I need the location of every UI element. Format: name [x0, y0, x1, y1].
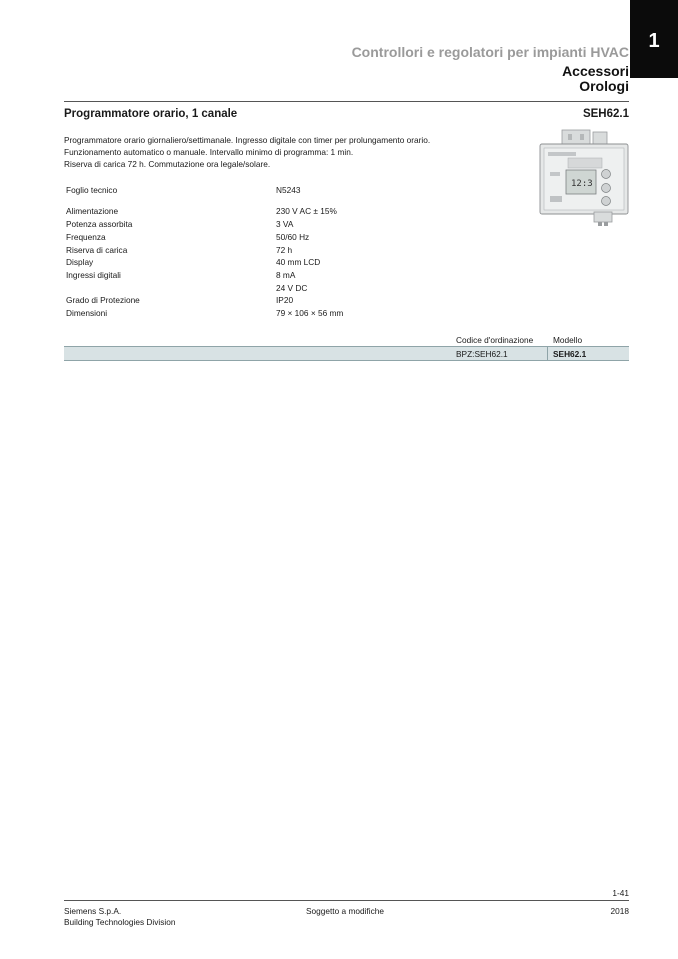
- page-number: 1-41: [612, 888, 629, 898]
- spec-label: Foglio tecnico: [66, 185, 118, 195]
- device-body: [540, 130, 628, 226]
- spec-label: Riserva di carica: [66, 245, 128, 255]
- footer-divider: [64, 900, 629, 901]
- product-title: Programmatore orario, 1 canale: [64, 108, 238, 120]
- svg-text:12:3: 12:3: [571, 179, 593, 189]
- footer-note: Soggetto a modifiche: [306, 906, 384, 916]
- spec-value: 72 h: [276, 245, 293, 255]
- spec-value: 8 mA: [276, 270, 296, 280]
- company-name: Siemens S.p.A.: [64, 906, 122, 916]
- description-line: Programmatore orario giornaliero/settimanale. Ingresso digitale con timer per prolungamento orario.: [64, 135, 431, 145]
- spec-label: Alimentazione: [66, 206, 119, 216]
- ordering-model-header: Modello: [553, 335, 583, 345]
- header-divider: [64, 101, 629, 102]
- header-category: Controllori e regolatori per impianti HVAC: [351, 44, 629, 60]
- ordering-divider: [547, 347, 548, 360]
- spec-label: Display: [66, 257, 94, 267]
- description-line: Funzionamento automatico o manuale. Intervallo minimo di programma: 1 min.: [64, 147, 354, 157]
- spec-label: Frequenza: [66, 232, 106, 242]
- footer-year: 2018: [610, 906, 629, 916]
- spec-value: 3 VA: [276, 219, 294, 229]
- spec-value: 50/60 Hz: [276, 232, 310, 242]
- ordering-code-header: Codice d'ordinazione: [456, 335, 534, 345]
- description-line: Riserva di carica 72 h. Commutazione ora legale/solare.: [64, 159, 271, 169]
- ordering-row: [64, 346, 629, 361]
- spec-value: IP20: [276, 295, 294, 305]
- product-code: SEH62.1: [582, 108, 629, 120]
- company-division: Building Technologies Division: [64, 917, 176, 927]
- chapter-tab: 1: [630, 0, 678, 78]
- header-section: Orologi: [579, 78, 629, 94]
- spec-value: N5243: [276, 185, 301, 195]
- spec-label: Dimensioni: [66, 308, 108, 318]
- header-subcategory: Accessori: [562, 63, 629, 79]
- spec-value: 230 V AC ± 15%: [276, 206, 337, 216]
- spec-label: Grado di Protezione: [66, 295, 140, 305]
- spec-value: 79 × 106 × 56 mm: [276, 308, 344, 318]
- spec-label: Potenza assorbita: [66, 219, 133, 229]
- ordering-model: SEH62.1: [553, 349, 587, 359]
- spec-value: 24 V DC: [276, 283, 308, 293]
- product-image: [538, 128, 630, 228]
- spec-value: 40 mm LCD: [276, 257, 321, 267]
- ordering-code: BPZ:SEH62.1: [456, 349, 508, 359]
- product-description: [64, 134, 494, 170]
- footer-company: [64, 906, 175, 928]
- spec-label: Ingressi digitali: [66, 270, 121, 280]
